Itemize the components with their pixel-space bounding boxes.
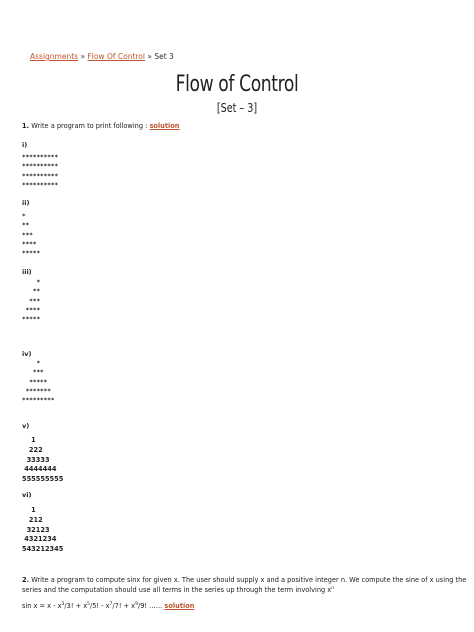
sine-formula: [22, 602, 194, 610]
question-text: Write a program to print following :: [29, 122, 150, 130]
page-title: Flow of Control: [175, 72, 299, 97]
pattern-ii: * ** *** **** *****: [22, 213, 41, 258]
breadcrumb: [30, 52, 174, 61]
q2-solution-link[interactable]: solution: [164, 602, 195, 611]
question-2: [22, 576, 466, 584]
formula-exponent: 3: [61, 602, 65, 607]
formula-part: /3! + x: [64, 602, 88, 611]
question-text-line2: series and the computation should use all terms in the series up through the term involving x: [22, 586, 332, 595]
pattern-iii: * ** *** **** *****: [22, 279, 41, 324]
question-1: [22, 122, 179, 130]
formula-exponent: 9: [135, 602, 138, 607]
pattern-i: ********** ********** ********** **********: [22, 154, 59, 189]
breadcrumb-separator: »: [78, 52, 88, 61]
part-label-v: v): [22, 422, 30, 430]
page-subtitle: [Set – 3]: [216, 101, 258, 115]
pattern-vi: 1 212 32123 4321234 543212345: [22, 506, 64, 554]
breadcrumb-assignments-link[interactable]: Assignments: [30, 52, 79, 61]
breadcrumb-flow-of-control-link[interactable]: Flow Of Control: [87, 52, 145, 61]
question-text-line1: Write a program to compute sinx for given x. The user should supply x and a positive integer n. We compute the sine of x using the: [29, 576, 467, 584]
question-number: 2.: [22, 576, 30, 584]
formula-part: /5! - x: [89, 602, 110, 611]
formula-exponent: 5: [87, 602, 90, 607]
q1-solution-link[interactable]: solution: [149, 122, 180, 130]
formula-part: /9! ……: [137, 602, 165, 611]
part-label-iii: iii): [22, 268, 32, 276]
formula-part: sin x = x - x: [22, 602, 62, 611]
question-number: 1.: [22, 122, 30, 130]
superscript-n: n: [331, 586, 335, 591]
pattern-iv: * *** ***** ******* *********: [22, 360, 55, 405]
pattern-v: 1 222 33333 4444444 555555555: [22, 436, 64, 484]
part-label-i: i): [22, 141, 28, 149]
formula-part: /7! + x: [112, 602, 136, 611]
breadcrumb-separator: »: [144, 52, 155, 61]
part-label-vi: vi): [22, 491, 32, 499]
part-label-ii: ii): [22, 199, 30, 207]
part-label-iv: iv): [22, 350, 32, 358]
question-2-line2: [22, 586, 334, 594]
formula-exponent: 7: [109, 602, 113, 607]
breadcrumb-current: Set 3: [154, 52, 174, 61]
